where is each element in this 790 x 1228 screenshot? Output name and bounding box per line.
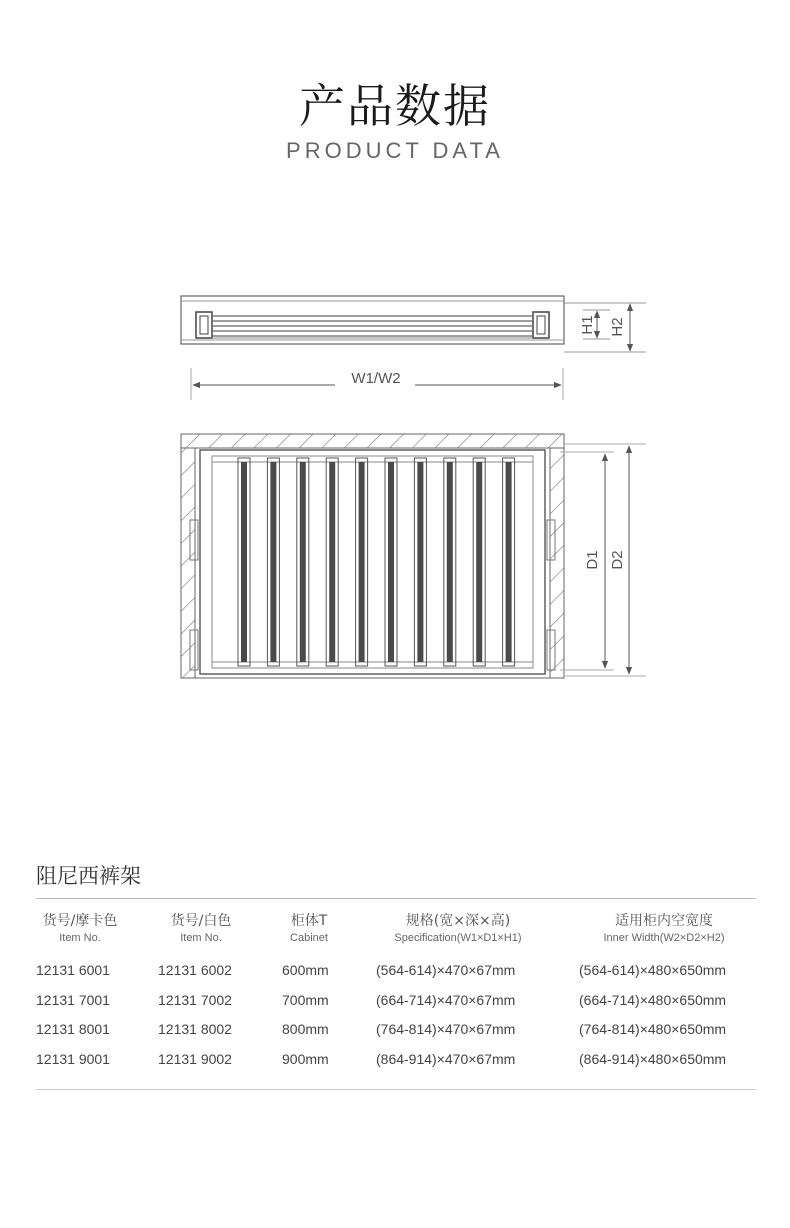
hanger-rod-core: [359, 462, 365, 662]
page-title: 产品数据: [299, 79, 491, 133]
table-cell: 12131 6001: [36, 962, 110, 978]
table-cell: 12131 8002: [158, 1021, 232, 1037]
hanger-rod-core: [300, 462, 306, 662]
height-dimensions: [564, 303, 646, 352]
width-dimension: [191, 368, 563, 400]
hanger-rods: [238, 458, 515, 666]
table-cell: (564-614)×470×67mm: [376, 962, 516, 978]
table-cell: (764-814)×480×650mm: [579, 1021, 727, 1037]
hanger-rod-core: [417, 462, 423, 662]
hanger-rod-core: [476, 462, 482, 662]
table-top-divider: [36, 898, 756, 899]
d2-label: D2: [609, 550, 626, 570]
table-cell: 12131 6002: [158, 962, 232, 978]
h2-label: H2: [609, 317, 626, 337]
table-cell: 12131 7002: [158, 992, 232, 1008]
table-cell: 12131 7001: [36, 992, 110, 1008]
col-header-item-white: 货号/白色 Item No.: [170, 913, 232, 944]
hanger-rod-core: [388, 462, 394, 662]
col-header-item-mocha: 货号/摩卡色 Item No.: [42, 913, 118, 944]
top-view: [181, 434, 564, 678]
hanger-rod-core: [270, 462, 276, 662]
col-header-cabinet: 柜体T Cabinet: [290, 913, 328, 944]
d1-label: D1: [584, 550, 601, 570]
depth-dimensions: [560, 444, 646, 676]
table-cell: 12131 9002: [158, 1051, 232, 1067]
table-cell: 600mm: [282, 962, 329, 978]
table-cell: (564-614)×480×650mm: [579, 962, 727, 978]
width-label: W1/W2: [351, 370, 401, 387]
table-cell: 12131 8001: [36, 1021, 110, 1037]
table-cell: 800mm: [282, 1021, 329, 1037]
table-cell: (864-914)×480×650mm: [579, 1051, 727, 1067]
table-cell: 900mm: [282, 1051, 329, 1067]
hanger-rod-core: [329, 462, 335, 662]
front-view: [181, 296, 564, 344]
table-cell: (664-714)×480×650mm: [579, 992, 727, 1008]
table-cell: 12131 9001: [36, 1051, 110, 1067]
product-name: 阻尼西裤架: [36, 864, 141, 888]
table-cell: (764-814)×470×67mm: [376, 1021, 516, 1037]
col-header-specification: 规格(宽×深×高) Specification(W1×D1×H1): [394, 913, 522, 944]
table-cell: 700mm: [282, 992, 329, 1008]
h1-label: H1: [579, 315, 596, 335]
page-subtitle: PRODUCT DATA: [286, 138, 504, 163]
hanger-rod-core: [447, 462, 453, 662]
table-cell: (864-914)×470×67mm: [376, 1051, 516, 1067]
table-cell: (664-714)×470×67mm: [376, 992, 516, 1008]
col-header-inner-width: 适用柜内空宽度 Inner Width(W2×D2×H2): [603, 913, 725, 944]
hanger-rod-core: [241, 462, 247, 662]
table-bottom-divider: [36, 1089, 756, 1090]
hanger-rod-core: [506, 462, 512, 662]
